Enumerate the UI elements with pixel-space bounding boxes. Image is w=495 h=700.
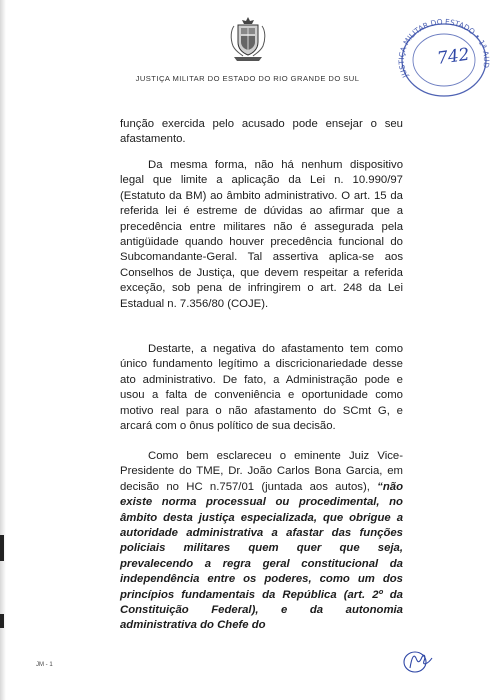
citation-intro: Como bem esclareceu o eminente Juiz Vice-Presidente do TME, Dr. João Carlos Bona Garcia, em decisão no HC n.757/01 (juntada aos autos), [120, 450, 403, 493]
scan-edge-shadow [0, 0, 6, 700]
citation-quote: “não existe norma processual ou procedimental, no âmbito desta justiça especializada, que obrigue a autoridade administrativa a afastar das funções policiais militares quem quer que seja, prevalecendo a regra geral constitucional da independência entre os poderes, como um dos princípios fundamentais da República (art. 2º da Constituição Federal), e da autonomia administrativa do Chefe do [120, 480, 403, 632]
court-stamp [390, 14, 494, 98]
handwritten-rubric [398, 642, 436, 680]
coat-of-arms-icon [228, 16, 268, 62]
paragraph-citation [120, 449, 403, 634]
form-code: JM - 1 [36, 662, 53, 668]
paragraph-discretion: Destarte, a negativa do afastamento tem como único fundamento legítimo a discricionariedade desse ato administrativo. De fato, a Administração pode e usou a falta de conveniência e oportunidade como motivo real para o não afastamento do SCmt G, e arcará com o ônus político de sua decisão. [120, 343, 403, 433]
stamp-text: JUSTIÇA MILITAR DO ESTADO • 1ª AUD [396, 17, 492, 80]
paragraph-continuation: função exercida pelo acusado pode ensejar o seu afastamento. [120, 118, 403, 146]
punch-hole-mark [0, 535, 4, 561]
punch-hole-mark [0, 614, 4, 628]
folio-number: 742 [435, 44, 471, 69]
paragraph-statute: Da mesma forma, não há nenhum dispositivo legal que limite a aplicação da Lei n. 10.990/97 (Estatuto da BM) ao âmbito administrativo. O art. 15 da referida lei é estreme de dúvidas ao afirmar que a precedência entre militares não é assegurada pela antigüidade quando houver precedência funcional do Subcomandante-Geral. Tal assertiva aplica-se aos Conselhos de Justiça, que devem respeitar a referida exceção, sob pena de infringirem o art. 248 da Lei Estadual n. 7.356/80 (COJE). [120, 159, 403, 310]
court-header-title: JUSTIÇA MILITAR DO ESTADO DO RIO GRANDE DO SUL [135, 74, 360, 83]
